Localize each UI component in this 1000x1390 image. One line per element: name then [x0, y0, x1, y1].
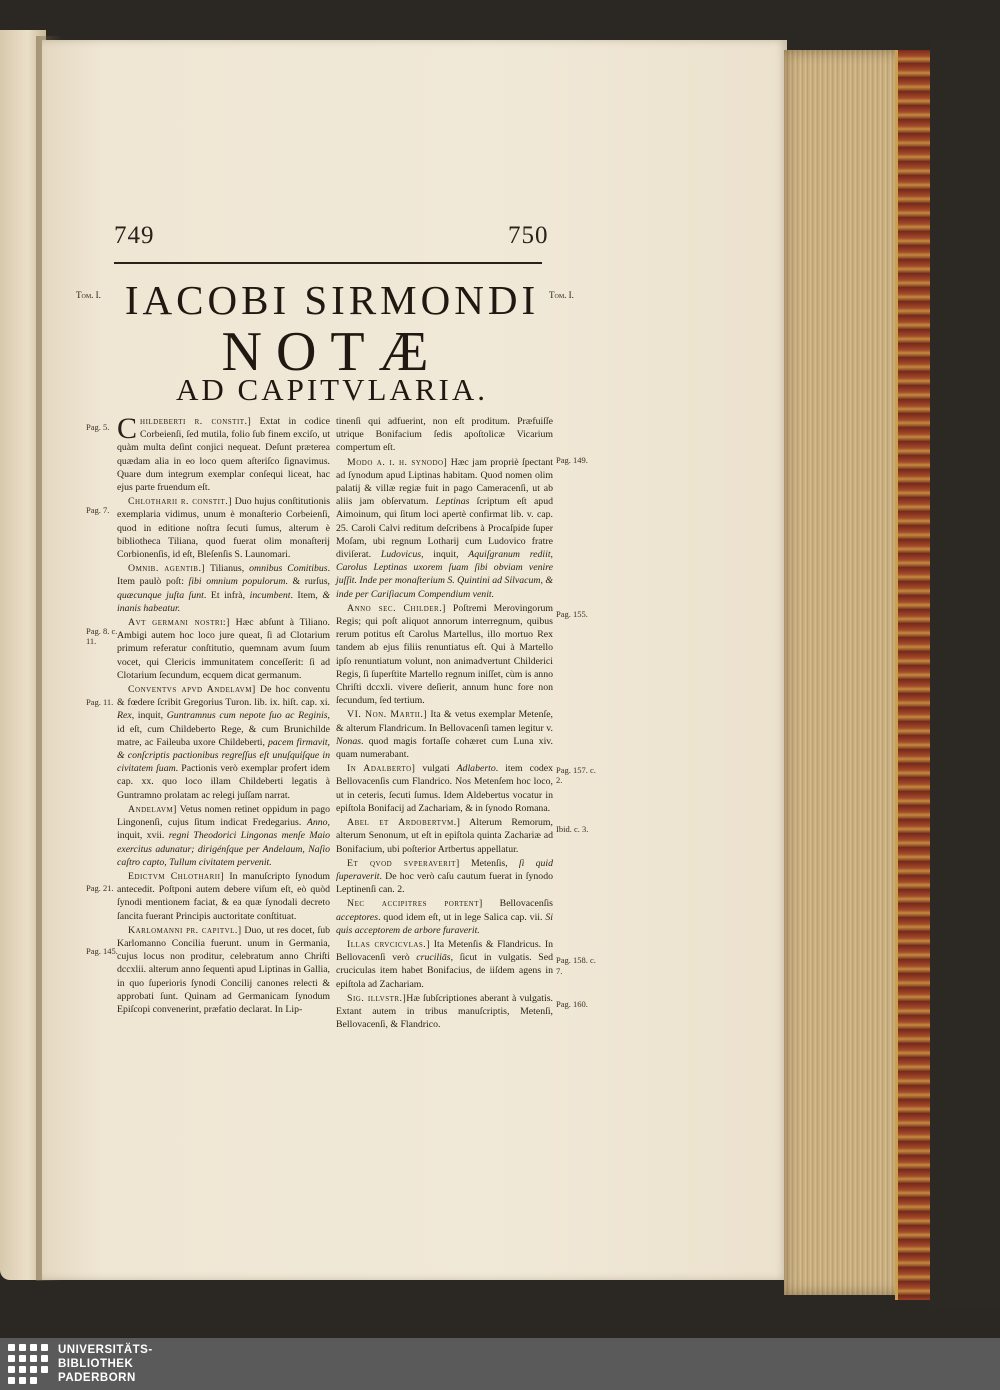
library-logo-icon	[8, 1344, 48, 1384]
volume-mark-right: Tom. I.	[549, 290, 574, 300]
library-footer-bar	[0, 1338, 1000, 1390]
italic-text: ſibi omnium populorum	[188, 576, 286, 588]
lemma: Omnib. agentib.]	[128, 563, 206, 575]
paragraph-text: Vetus nomen retinet oppidum in pago Lingonenſi, cujus ſitum indicat Fredegarius.	[117, 803, 330, 829]
paragraph-text: Bellovacenſis	[482, 898, 553, 910]
library-name-line: UNIVERSITÄTS-	[58, 1344, 153, 1356]
italic-text: regni Theodorici Lingonas menſe Maio exercitus adunatur; dirigénſque per Andelaum, Naſio caſtro capto, Tullum civitatem pervenit.	[117, 830, 330, 868]
paragraph-text: ſcriptum eſt apud Aimoinum, qui ſitum loci apertè confirmat lib. v. cap. 25. Caroli Calvi reditum deſcribens à Procaſpide ſuper Moſam, ubi regnum Lotharij cum Ludovico fratre diviſerat.	[336, 496, 553, 561]
italic-text: Si quis acceptorem de arbore furaverit.	[336, 911, 553, 936]
library-name-line: PADERBORN	[58, 1372, 136, 1384]
paragraph-text: . Item paulò poſt:	[117, 563, 331, 588]
text-column-left	[117, 412, 331, 1017]
background-shadow	[930, 40, 1000, 1310]
paragraph-text: Hæc abſunt à Tiliano. Ambigi autem hoc loco jure queat, ſi ad Clotarium primum referatur conſtitutio, quemnam avum ſuum vocet, qui Clericis immunitatem conceſſerit: ſi ad Clotarium ſecundum, ecquem dicat germanum.	[117, 617, 330, 681]
margin-note: 11.	[86, 636, 97, 646]
lemma: Chlotharii r. constit.]	[128, 496, 232, 508]
paragraph-text: . Pactionis verò exemplar profert idem cap. xx. quo loco illam Childeberti legatis à Guntramno prolatam ac relegi juſſam narrat.	[117, 763, 330, 801]
text-column-right	[336, 415, 553, 1032]
italic-text: Anno	[306, 817, 328, 829]
italic-text: ſi quid ſuperaverit	[336, 857, 553, 882]
italic-text: Nonas	[336, 735, 362, 747]
paragraph	[336, 415, 553, 455]
header-rule	[114, 262, 542, 264]
lemma: Nec accipitres portent]	[347, 898, 483, 910]
paragraph-text: Hæc jam propriè ſpectant ad ſynodum apud Liptinas habitam. Quod nomen olim palatij & villæ regiæ fuit in pago Cameracenſi, ut ab aliis jam obſervatum.	[336, 456, 553, 508]
paragraph-text: Metenſis,	[459, 857, 519, 869]
paragraph-text: De hoc conventu & fœdere ſcribit Gregorius Turon. lib. ix. hiſt. cap. xi.	[117, 684, 330, 709]
paragraph-text: . & rurſus,	[285, 576, 331, 588]
paragraph-text: , inquit,	[131, 710, 167, 722]
italic-text: Guntramnus cum nepote ſuo ac Reginis	[166, 710, 328, 722]
paragraph-text: , id eſt, cum Childeberto Rege, & cum Brunichilde matre, ac Faileuba uxore Childeberti,	[117, 710, 330, 748]
italic-text: Aquiſgranum rediit, Carolus Leptinas uxorem ſuam ſibi obviam venire juſſit. Inde per monaſterium S. Quintini ad Silvacum, & inde per Cariſiacum Compendium venit.	[336, 549, 554, 600]
paragraph	[336, 816, 553, 856]
paragraph-text: . quod idem eſt, ut in lege Salica cap. vii.	[378, 911, 546, 923]
paragraph	[336, 938, 553, 991]
library-name-line: BIBLIOTHEK	[58, 1358, 134, 1370]
lemma: Conventvs apvd Andelavm]	[128, 684, 256, 696]
lemma: Anno sec. Childer.]	[347, 602, 446, 614]
library-name	[58, 1343, 153, 1385]
title-author: IACOBI SIRMONDI	[124, 277, 540, 323]
page-number-right: 750	[508, 222, 549, 249]
paragraph-text: Poſtremi Merovingorum Regis; qui poſt aliquot annorum interregnum, quibus rerum potitus eſt Carolus Martellus, illo mortuo Rex tandem ab ejus filiis renuntiatus eſt. Qui à Martello ipſo renuntiatum volunt, non animadvertunt Childerici Regis, ſi ſuperſtite Martello regnum iniſſet, cùm is anno Chriſti dccxli. vivere deſierit, annum hunc fore non ſecundum, ſed tertium.	[336, 602, 553, 707]
volume-mark-left: Tom. I.	[76, 290, 101, 300]
title-main: NOTÆ	[221, 321, 443, 383]
lemma: Abel et Ardobertvm.]	[347, 817, 461, 829]
paragraph	[336, 708, 553, 761]
drop-cap: C	[117, 412, 138, 445]
paragraph-text: . quod magis fortaſſe cohæret cum Luna xiv. quam numerabant.	[336, 735, 553, 761]
paragraph-text: Tilianus,	[205, 563, 250, 575]
margin-note: Pag. 145.	[86, 946, 118, 956]
paragraph	[336, 992, 553, 1032]
margin-note: Pag. 7.	[86, 505, 110, 515]
paragraph-text: . Et infrà,	[203, 589, 250, 601]
paragraph	[117, 562, 330, 615]
lemma: Karlomanni pr. capitvl.]	[128, 924, 242, 936]
lemma: Et qvod svperaverit]	[347, 857, 460, 869]
margin-note: Pag. 155.	[556, 609, 588, 619]
paragraph-text: . De hoc verò caſu cautum fuerat in ſynodo Leptinenſi can. 2.	[336, 870, 553, 896]
lemma: Illas crvcicvlas.]	[347, 938, 431, 950]
lemma: Andelavm]	[128, 803, 177, 815]
paragraph-text: tinenſi qui adfuerint, non eſt proditum. Præfuiſſe utrique Bonifacium ſedis apoſtolicæ Vicarium compertum eſt.	[336, 416, 553, 454]
lemma: Modo a. i. h. synodo]	[347, 456, 448, 468]
page-block-edges	[784, 50, 904, 1295]
lemma: hildeberti r. constit.]	[140, 416, 252, 427]
italic-text: Rex	[117, 710, 132, 722]
italic-text: acceptores	[336, 911, 379, 923]
paragraph	[117, 495, 330, 561]
margin-note: 7.	[556, 966, 563, 976]
italic-text: quæcunque juſta ſunt	[117, 589, 204, 601]
paragraph-text: Alterum Remorum, alterum Senonum, ut eſt in epiſtola quinta Zachariæ ad Bonifacium, ubi poſterior Artbertus appellatur.	[336, 817, 553, 855]
title-subject: AD CAPITVLARIA.	[176, 372, 488, 407]
paragraph	[117, 412, 331, 494]
paragraph	[336, 602, 553, 708]
margin-note: Pag. 160.	[556, 999, 588, 1009]
paragraph-text: , inquit, xvii.	[117, 817, 330, 842]
italic-text: pacem firmavit, & conſcriptis pactionibus regreſſus eſt unuſquiſque in civitatem ſuam	[117, 736, 330, 775]
paragraph	[336, 456, 553, 601]
paragraph-text: Hæ ſubſcriptiones aberant à vulgatis. Extant autem in tribus manuſcriptis, Metenſi, Bellovacenſi, & Flandrico.	[336, 992, 553, 1031]
margin-note: Ibid. c. 3.	[556, 824, 589, 834]
italic-text: incumbent	[249, 589, 291, 601]
paragraph-text: Ita Metenſis & Flandricus. In Bellovacenſi verò	[336, 938, 553, 964]
paragraph	[117, 870, 330, 923]
italic-text: Ludovicus	[380, 549, 422, 561]
paragraph-text: Extat in codice Corbeienſi, ſed mutila, folio ſub finem exciſo, ut quàm multa deſint conjici nequeat. Deſunt præterea quædam alia in eo loco quem aſteriſco ſignavimus. Quare dum integrum exemplar conſequi liceat, hac ejus parte fruendum eſt.	[117, 416, 331, 494]
margin-note: Pag. 158. c.	[556, 955, 596, 965]
lemma: Avt germani nostri:]	[128, 617, 230, 629]
italic-text: cruciliās	[416, 952, 451, 964]
italic-text: & inanis habeatur.	[117, 589, 330, 614]
margin-note: Pag. 149.	[556, 455, 588, 465]
paragraph-text: , inquit,	[421, 549, 469, 561]
paragraph-text: Duo, ut res docet, ſub Karlomanno Concilia fuerunt. unum in Germania, cujus locus non proditur, celebratum anno Chriſti dccxlii. alterum anno ſequenti apud Liptinas in Gallia, in quo ſuperioris ſynodi Concilij canones relecti & approbati ſunt. Quinam ad Germanicam ſynodum Epiſcopi convenerint, præfatio declarat. In Lip-	[117, 924, 331, 1015]
paragraph-text: Duo hujus conſtitutionis exemplaria vidimus, unum è monaſterio Corbeienſi, quod in editione noſtra ſecuti ſumus, alterum è bibliotheca Tiliana, quod fuerat olim monaſterij Corbionenſis, id eſt, Bleſenſis S. Launomari.	[117, 496, 331, 561]
margin-note: Pag. 8. c.	[86, 626, 118, 636]
paragraph	[117, 683, 330, 802]
margin-note: 2.	[556, 775, 563, 785]
italic-text: Leptinas	[435, 496, 470, 508]
margin-note: Pag. 5.	[86, 422, 110, 432]
paragraph	[336, 897, 553, 937]
page-number-left: 749	[114, 222, 155, 249]
italic-text: omnibus Comitibus	[249, 563, 328, 575]
lemma: VI. Non. Martii.]	[347, 709, 428, 721]
lemma: Sig. illvstr.]	[347, 992, 407, 1004]
margin-note: Pag. 21.	[86, 883, 114, 893]
paragraph	[336, 762, 553, 815]
paragraph	[117, 616, 330, 682]
paragraph	[336, 857, 553, 897]
lemma: In Adalberto]	[347, 763, 416, 775]
paragraph	[117, 924, 330, 1016]
paragraph-text: . Item,	[290, 589, 323, 601]
italic-text: Adlaberto	[456, 763, 496, 775]
paragraph-text: , ſicut in vulgatis. Sed cruciculas item habet Bonifacius, de iiſdem agens in epiſtola ad Zachariam.	[336, 952, 553, 990]
lemma: Edictvm Chlotharii]	[128, 870, 225, 882]
paragraph-text: vulgati	[415, 763, 457, 775]
paragraph-text: . item codex Bellovacenſis cum Flandrico. Nos Metenſem hoc loco, ut in ceteris, ſecuti ſumus. Idem Aldebertus vocatur in epiſtola Bonifacij ad Zachariam, & in ſynodo Romana.	[336, 763, 553, 814]
paragraph-text: In manuſcripto ſynodum antecedit. Poſtponi autem debere viſum eſt, eò quòd ſynodi mentionem faciat, & ea quæ ſynodali decreto ſancita fuerant Principis auctoritate conſtituat.	[117, 870, 330, 922]
margin-note: Pag. 157. c.	[556, 765, 596, 775]
margin-note: Pag. 11.	[86, 697, 114, 707]
paragraph-text: Ita & vetus exemplar Metenſe, & alterum Flandricum. In Bellovacenſi tamen legitur v.	[336, 709, 554, 734]
paragraph	[117, 803, 330, 869]
